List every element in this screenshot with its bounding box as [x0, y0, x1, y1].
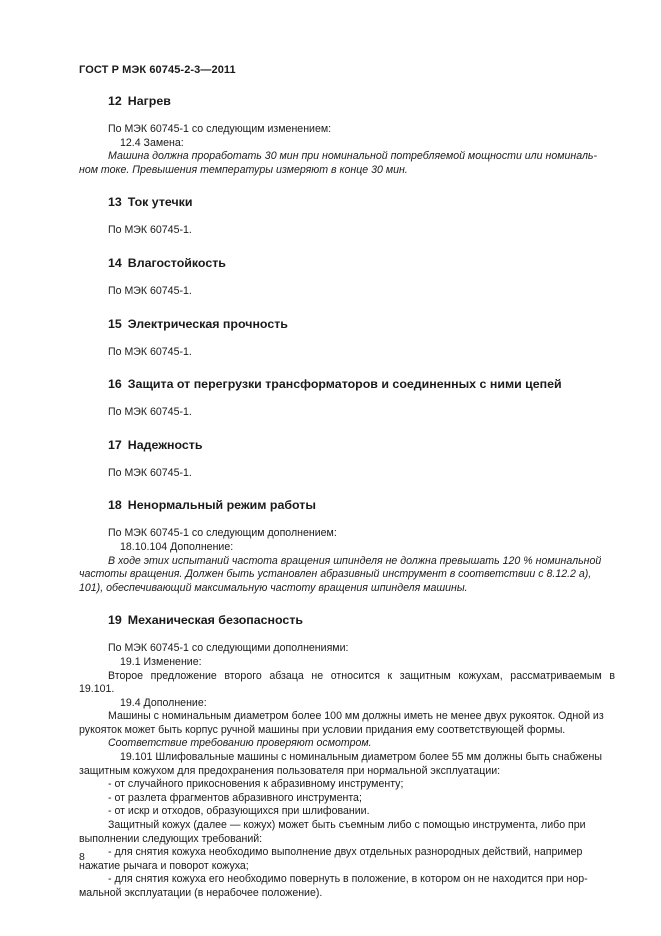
section-16 [79, 377, 615, 420]
paragraph: По МЭК 60745-1 со следующим дополнением: [108, 527, 337, 540]
section-13 [79, 195, 615, 238]
list-item: - от разлета фрагментов абразивного инструмента; [108, 791, 362, 804]
paragraph: 19.1 Изменение: [120, 655, 202, 668]
paragraph: 19.101 Шлифовальные машины с номинальным диаметром более 55 мм должны быть снабжены [120, 751, 602, 764]
paragraph: Соответствие требованию проверяют осмотром. [108, 737, 372, 750]
section-18 [79, 498, 615, 595]
paragraph: 12.4 Замена: [120, 136, 184, 149]
section-number: 12 [108, 94, 122, 108]
paragraph: 101), обеспечивающий максимальную частоту вращения шпинделя машины. [79, 581, 468, 594]
paragraph: 18.10.104 Дополнение: [120, 540, 234, 553]
list-item: - от искр и отходов, образующихся при шлифовании. [108, 805, 370, 818]
paragraph: По МЭК 60745-1. [108, 406, 192, 419]
section-number: 14 [108, 255, 122, 270]
section-heading [79, 438, 615, 453]
section-number: 13 [108, 195, 122, 210]
section-heading [79, 94, 615, 109]
paragraph: По МЭК 60745-1. [108, 466, 192, 479]
section-heading [79, 377, 615, 392]
paragraph: выполнении следующих требований: [79, 832, 263, 845]
paragraph: По МЭК 60745-1. [108, 224, 192, 237]
list-item: - от случайного прикосновения к абразивному инструменту; [108, 778, 404, 791]
paragraph: Машины с номинальным диаметром более 100 мм должны иметь не менее двух рукояток. Одной из [108, 710, 604, 723]
section-number: 16 [108, 377, 122, 392]
section-heading [79, 498, 615, 513]
paragraph: защитным кожухом для предохранения пользователя при нормальной эксплуатации: [79, 764, 501, 777]
section-title: Электрическая прочность [127, 316, 288, 331]
list-item: - для снятия кожуха необходимо выполнение двух отдельных разнородных действий, например [108, 846, 583, 859]
paragraph: Защитный кожух (далее — кожух) может быть съемным либо с помощью инструмента, либо при [108, 819, 586, 832]
list-item: - для снятия кожуха его необходимо повернуть в положение, в котором он не находится при нор- [108, 873, 588, 886]
document-body [79, 94, 615, 901]
section-17 [79, 438, 615, 481]
section-title: Влагостойкость [127, 255, 226, 270]
section-title: Ток утечки [127, 195, 193, 210]
section-number: 17 [108, 437, 122, 452]
section-heading [79, 317, 615, 332]
section-title: Надежность [127, 437, 203, 452]
paragraph: В ходе этих испытаний частота вращения шпинделя не должна превышать 120 % номинальной [108, 554, 602, 567]
section-12 [79, 94, 615, 177]
document-header: ГОСТ Р МЭК 60745-2-3—2011 [79, 64, 236, 76]
section-number: 15 [108, 316, 122, 331]
paragraph: Второе предложение второго абзаца не относится к защитным кожухам, рассматриваемым в [108, 669, 615, 682]
section-number: 18 [108, 498, 122, 513]
paragraph: нажатие рычага и поворот кожуха; [79, 859, 249, 872]
section-heading [79, 195, 615, 210]
paragraph: частоты вращения. Должен быть установлен абразивный инструмент в соответствии с 8.12.2 а), [79, 568, 592, 581]
section-heading [79, 256, 615, 271]
section-heading [79, 613, 615, 628]
page-number: 8 [79, 851, 85, 863]
paragraph: 19.101. [79, 683, 115, 696]
section-title: Ненормальный режим работы [127, 498, 316, 513]
section-15 [79, 317, 615, 360]
section-title: Защита от перегрузки трансформаторов и соединенных с ними цепей [127, 377, 562, 392]
section-title: Механическая безопасность [127, 613, 304, 628]
paragraph: рукояток может быть корпус ручной машины при условии придания ему соответствующей формы. [79, 723, 566, 736]
section-14 [79, 256, 615, 299]
paragraph: ном токе. Превышения температуры измеряют в конце 30 мин. [79, 163, 408, 176]
paragraph: Машина должна проработать 30 мин при номинальной потребляемой мощности или номиналь- [108, 150, 598, 163]
paragraph: мальной эксплуатации (в нерабочее положение). [79, 887, 323, 899]
paragraph: По МЭК 60745-1. [108, 345, 192, 358]
section-number: 19 [108, 613, 122, 628]
paragraph: По МЭК 60745-1. [108, 284, 192, 297]
paragraph: 19.4 Дополнение: [120, 696, 207, 709]
paragraph: По МЭК 60745-1 со следующими дополнениями: [108, 642, 349, 655]
paragraph: По МЭК 60745-1 со следующим изменением: [108, 123, 332, 135]
section-title: Нагрев [127, 94, 171, 108]
section-19 [79, 613, 615, 900]
